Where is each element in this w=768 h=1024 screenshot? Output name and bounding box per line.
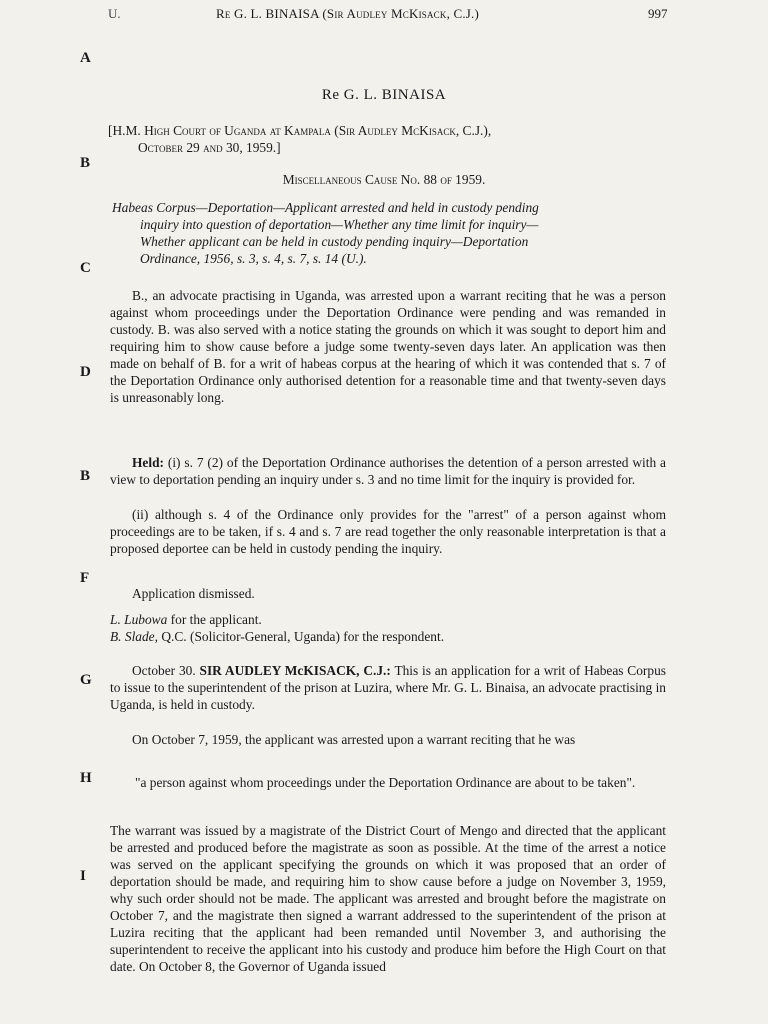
margin-letter-g: G — [80, 672, 92, 688]
margin-letter-d: D — [80, 364, 91, 380]
judge-name: SIR AUDLEY McKISACK, C.J.: — [199, 663, 391, 678]
judgment-opening — [110, 662, 666, 713]
counsel-respondent — [110, 628, 666, 645]
margin-letter-i: I — [80, 868, 86, 884]
held-label: Held: — [132, 455, 164, 470]
held-paragraph-2: (ii) although s. 4 of the Ordinance only provides for the "arrest" of a person against whom proceedings are to be taken, if s. 4 and s. 7 are read together the only reasonable interpretation is that a proposed deportee can be held in custody pending the inquiry. — [110, 507, 666, 556]
running-head — [0, 6, 768, 24]
court-citation — [108, 122, 668, 156]
judgment-paragraph-3: The warrant was issued by a magistrate of the District Court of Mengo and directed that the applicant be arrested and produced before the magistrate as soon as possible. At the time of the arrest a notice was served on the applicant specifying the grounds on which it was proposed that an order of deportation should be made, and requiring him to show cause before a judge on November 3, 1959, why such order should not be made. The applicant was arrested and brought before the magistrate on October 7, and the magistrate then signed a warrant addressed to the superintendent of the prison at Luzira reciting that the applicant had been remanded until November 3, and authorising the superintendent to receive the applicant into his custody and produce him before the High Court on that date. On October 8, the Governor of Uganda issued — [110, 823, 666, 974]
warrant-quote: "a person against whom proceedings under the Deportation Ordinance are about to be taken". — [135, 775, 636, 790]
page-number: 997 — [648, 6, 668, 21]
held-text-1: (i) s. 7 (2) of the Deportation Ordinance authorises the detention of a person arrested with a view to deportation pending an inquiry under s. 3 and no time limit for the inquiry is provided for. — [110, 455, 666, 487]
margin-letter-b: B — [80, 155, 91, 171]
judgment-date: October 30. — [132, 663, 196, 678]
margin-letter-a: A — [80, 50, 91, 66]
counsel-applicant-name: L. Lubowa — [110, 612, 168, 627]
court-line-1: [H.M. High Court of Uganda at Kampala (Sir Audley McKisack, C.J.), — [108, 123, 492, 138]
headnote-line-2: inquiry into question of deportation—Whether any time limit for inquiry— — [140, 217, 539, 232]
headnote-line-1: Habeas Corpus—Deportation—Applicant arrested and held in custody pending — [112, 200, 539, 215]
margin-letter-f: F — [80, 570, 90, 586]
counsel-applicant — [110, 611, 666, 628]
judgment-paragraph-2: On October 7, 1959, the applicant was arrested upon a warrant reciting that he was — [132, 732, 576, 747]
margin-letter-h: H — [80, 770, 92, 786]
judgment-opening-text: This is an application for a writ of Habeas Corpus to issue to the superintendent of the prison at Luzira, where Mr. G. L. Binaisa, an advocate practising in Uganda, is held in custody. — [110, 663, 666, 712]
counsel-respondent-name: B. Slade, — [110, 629, 158, 644]
headnote-line-4: Ordinance, 1956, s. 3, s. 4, s. 7, s. 14 (U.). — [140, 251, 367, 266]
disposition: Application dismissed. — [132, 586, 255, 601]
margin-letter-e: B — [80, 468, 91, 484]
headnote-catchwords — [112, 199, 668, 267]
case-title: Re G. L. BINAISA — [321, 87, 447, 103]
held-paragraph-1 — [110, 454, 666, 488]
counsel-list — [110, 611, 666, 645]
counsel-applicant-role: for the applicant. — [170, 612, 262, 627]
facts-paragraph: B., an advocate practising in Uganda, was arrested upon a warrant reciting that he was a person against whom proceedings under the Deportation Ordinance were pending and was remanded in custody. B. was also served with a notice stating the grounds on which it was sought to deport him and requiring him to show cause before a judge some twenty-seven days later. An application was then made on behalf of B. for a writ of habeas corpus at the hearing of which it was contended that s. 7 of the Deportation Ordinance only authorised detention for a reasonable time and that twenty-seven days is unreasonably long. — [110, 288, 666, 405]
running-head-left: U. — [108, 6, 121, 21]
headnote-line-3: Whether applicant can be held in custody pending inquiry—Deportation — [140, 234, 529, 249]
running-head-title: Re G. L. BINAISA (Sir Audley McKisack, C.J.) — [216, 6, 480, 21]
counsel-respondent-role: Q.C. (Solicitor-General, Uganda) for the respondent. — [161, 629, 445, 644]
cause-number: Miscellaneous Cause No. 88 of 1959. — [282, 172, 486, 187]
court-line-2: October 29 and 30, 1959.] — [138, 140, 281, 155]
margin-letter-c: C — [80, 260, 91, 276]
